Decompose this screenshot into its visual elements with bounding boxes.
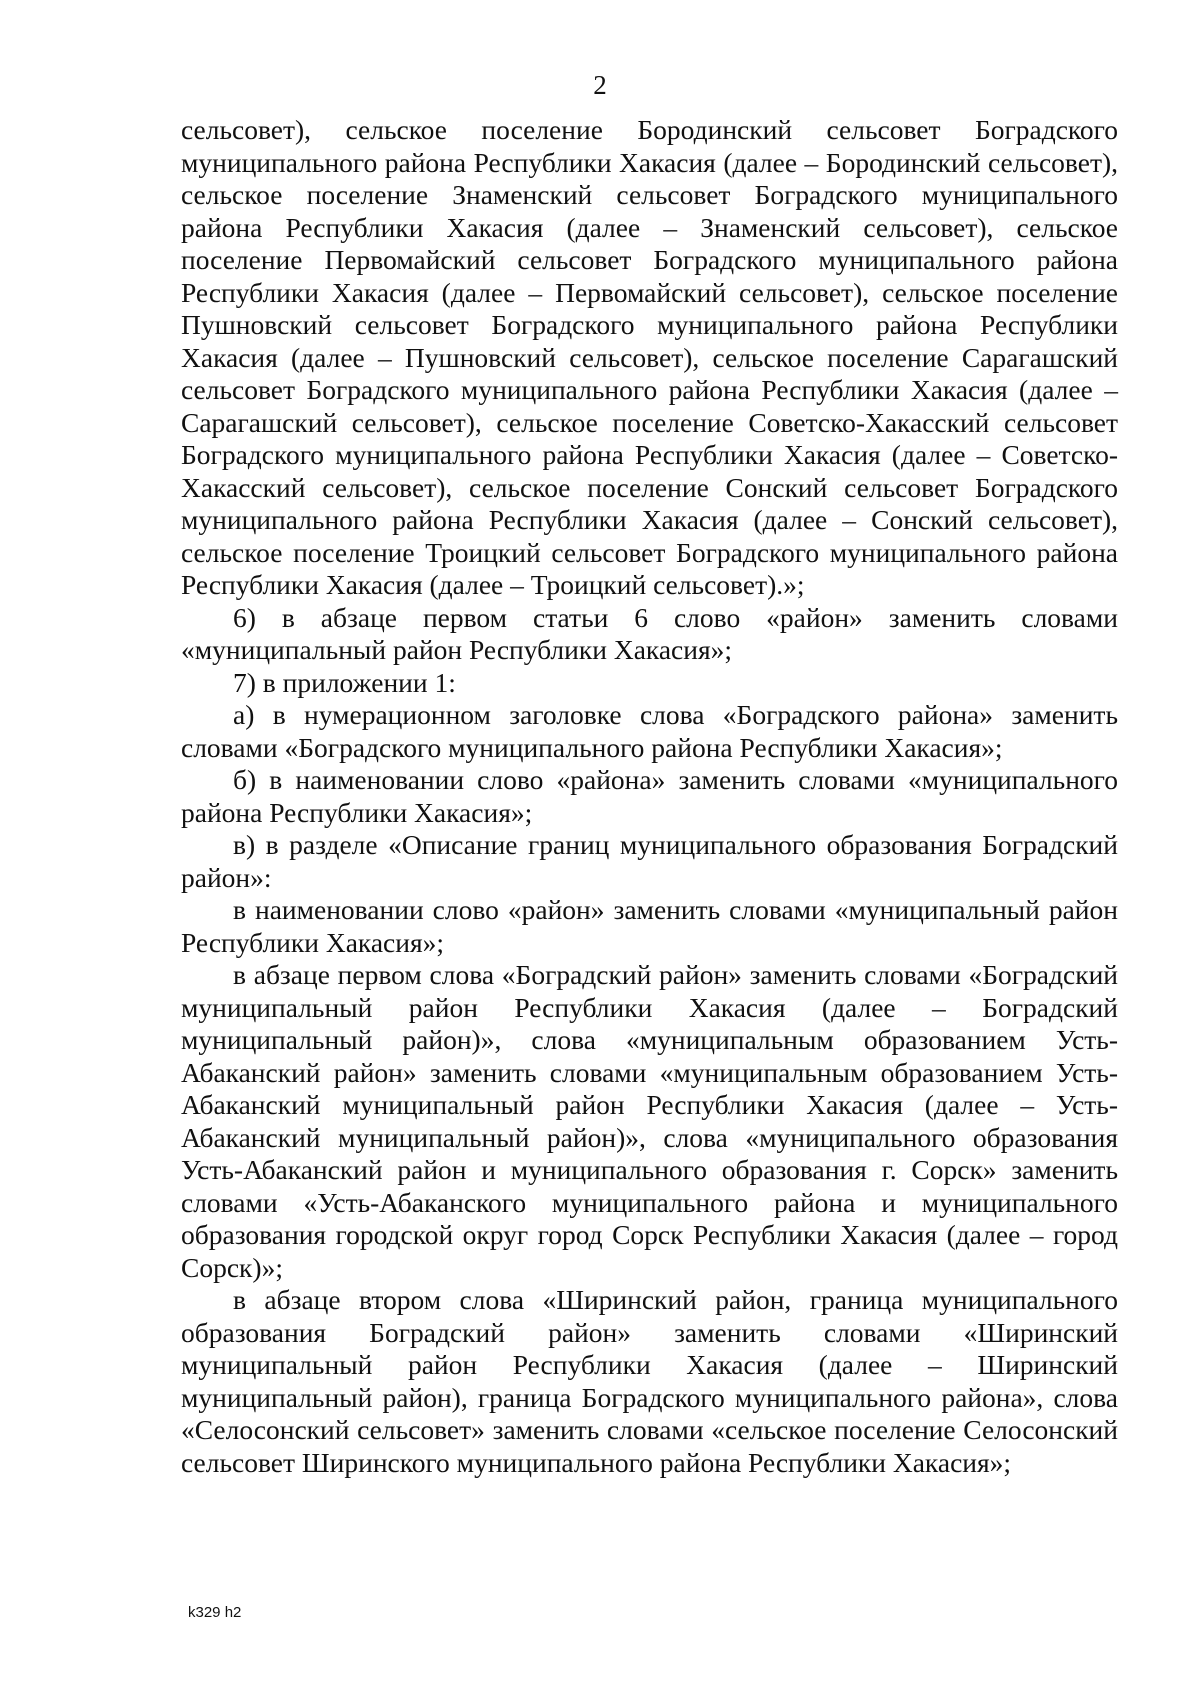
paragraph-item-6: 6) в абзаце первом статьи 6 слово «район» заменить словами «муниципальный район Республики Хакасия»; (181, 601, 1118, 665)
paragraph-naming: в наименовании слово «район» заменить словами «муниципальный район Республики Хакасия»; (181, 894, 1118, 958)
page-number: 2 (593, 70, 607, 100)
paragraph-subitem-b: б) в наименовании слово «района» заменить словами «муниципального района Республики Хакасия»; (181, 764, 1118, 828)
document-body (181, 114, 1118, 1479)
paragraph-subitem-a: а) в нумерационном заголовке слова «Боградского района» заменить словами «Боградского муниципального района Республики Хакасия»; (181, 699, 1118, 763)
paragraph-item-7: 7) в приложении 1: (233, 666, 456, 698)
paragraph-second-abzac: в абзаце втором слова «Ширинский район, граница муниципального образования Боградский район» заменить словами «Ширинский муниципальный район Республики Хакасия (далее – Ширинский муниципальный район), граница Боградского муниципального района», слова «Селосонский сельсовет» заменить словами «сельское поселение Селосонский сельсовет Ширинского муниципального района Республики Хакасия»; (181, 1284, 1118, 1478)
paragraph-continuation: сельсовет), сельское поселение Бородинский сельсовет Боградского муниципального района Республики Хакасия (далее – Бородинский сельсовет), сельское поселение Знаменский сельсовет Боградского муниципального района Республики Хакасия (далее – Знаменский сельсовет), сельское поселение Первомайский сельсовет Боградского муниципального района Республики Хакасия (далее – Первомайский сельсовет), сельское поселение Пушновский сельсовет Боградского муниципального района Республики Хакасия (далее – Пушновский сельсовет), сельское поселение Сарагашский сельсовет Боградского муниципального района Республики Хакасия (далее – Сарагашский сельсовет), сельское поселение Советско-Хакасский сельсовет Боградского муниципального района Республики Хакасия (далее – Советско-Хакасский сельсовет), сельское поселение Сонский сельсовет Боградского муниципального района Республики Хакасия (далее – Сонский сельсовет), сельское поселение Троицкий сельсовет Боградского муниципального района Республики Хакасия (далее – Троицкий сельсовет).»; (181, 114, 1118, 600)
paragraph-first-abzac: в абзаце первом слова «Боградский район» заменить словами «Боградский муниципальный район Республики Хакасия (далее – Боградский муниципальный район)», слова «муниципальным образованием Усть-Абаканский район» заменить словами «муниципальным образованием Усть-Абаканский муниципальный район Республики Хакасия (далее – Усть-Абаканский муниципальный район)», слова «муниципального образования Усть-Абаканский район и муниципального образования г. Сорск» заменить словами «Усть-Абаканского муниципального района и муниципального образования городской округ город Сорск Республики Хакасия (далее – город Сорск)»; (181, 959, 1118, 1283)
document-code: k329 h2 (188, 1604, 242, 1621)
paragraph-subitem-v: в) в разделе «Описание границ муниципального образования Боградский район»: (181, 829, 1118, 893)
